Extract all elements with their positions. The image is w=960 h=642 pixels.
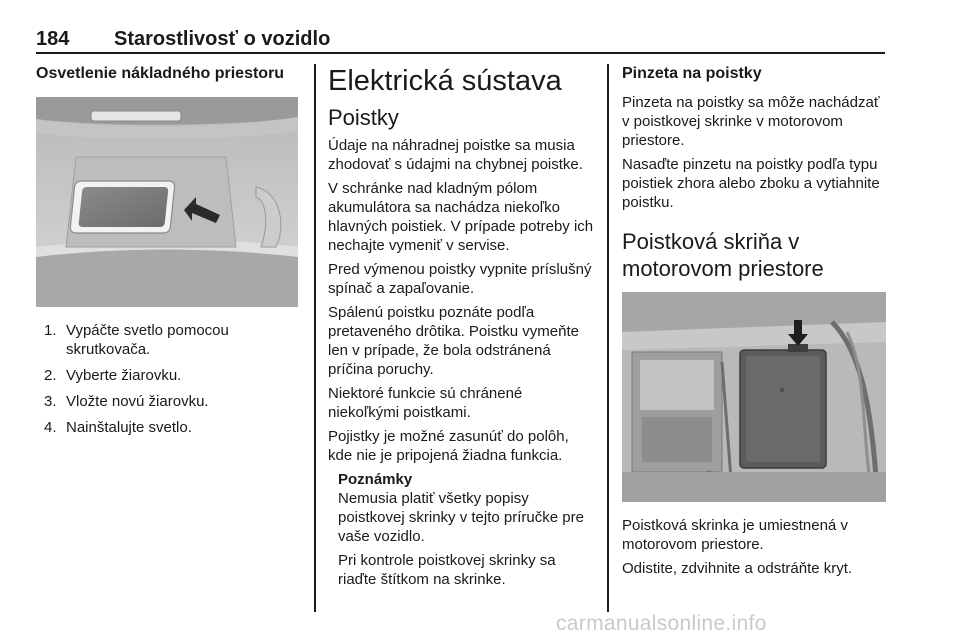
watermark-text: carmanualsonline.info: [556, 612, 767, 635]
fuse-extractor-paragraph: Pinzeta na poistky sa môže nachádzať v poistkovej skrinke v motorovom priestore.: [622, 94, 880, 149]
step-number: 3.: [44, 393, 57, 410]
step-text: Nainštalujte svetlo.: [66, 419, 192, 436]
column-electrical-system: [328, 64, 596, 589]
note-paragraph: Nemusia platiť všetky popisy poistkovej skrinky v tejto príručke pre vaše vozidlo.: [338, 490, 584, 545]
note-paragraph: Pri kontrole poistkovej skrinky sa riaďte štítkom na skrinke.: [338, 552, 556, 588]
step-item: [44, 418, 298, 437]
step-number: 1.: [44, 322, 57, 339]
fuse-paragraph: Údaje na náhradnej poistke sa musia zhodovať s údajmi na chybnej poistke.: [328, 137, 583, 173]
column-divider-2: [607, 64, 609, 612]
page-title: Starostlivosť o vozidlo: [114, 28, 331, 50]
fuse-box-paragraph: Poistková skrinka je umiestnená v motorovom priestore.: [622, 517, 848, 553]
step-text: Vložte novú žiarovku.: [66, 393, 209, 410]
step-number: 2.: [44, 367, 57, 384]
engine-fuse-box-illustration: [622, 292, 886, 502]
fuse-box-paragraph: Odistite, zdvihnite a odstráňte kryt.: [622, 560, 853, 577]
step-text: Vyberte žiarovku.: [66, 367, 182, 384]
cargo-light-steps: [36, 321, 298, 437]
step-item: [44, 321, 298, 359]
fuse-paragraph: V schránke nad kladným pólom akumulátora sa nachádza niekoľko hlavných poistiek. V prípade potreby ich nechajte vymeniť v servise.: [328, 180, 594, 254]
engine-fuse-box-heading: Poistková skriňa v motorovom priestore: [622, 229, 824, 281]
fuse-paragraph: Pred výmenou poistky vypnite príslušný spínač a zapaľovanie.: [328, 261, 592, 297]
cargo-light-arrow-illustration: [36, 97, 298, 307]
column-fuse-box: [622, 64, 886, 578]
step-item: [44, 392, 298, 411]
fuse-extractor-heading: Pinzeta na poistky: [622, 65, 762, 82]
fuse-paragraph: Niektoré funkcie sú chránené niekoľkými poistkami.: [328, 385, 523, 421]
fuse-paragraph: Spálenú poistku poznáte podľa pretaveného drôtika. Poistku vymeňte len v prípade, že bola odstránená príčina poruchy.: [328, 304, 579, 378]
header-rule: [36, 52, 885, 54]
column-divider-1: [314, 64, 316, 612]
fuse-extractor-paragraph: Nasaďte pinzetu na poistky podľa typu poistiek zhora alebo zboku a vytiahnite poistku.: [622, 156, 880, 211]
page-number: 184: [36, 28, 70, 50]
cargo-light-figure: [36, 97, 298, 307]
note-title: Poznámky: [338, 471, 413, 488]
fuses-heading: Poistky: [328, 105, 399, 130]
step-text: Vypáčte svetlo pomocou skrutkovača.: [66, 322, 229, 358]
step-item: [44, 366, 298, 385]
page-header: [36, 28, 885, 52]
fuse-paragraph: Pojistky je možné zasunúť do polôh, kde nie je pripojená žiadna funkcia.: [328, 428, 569, 464]
column-cargo-light: [36, 64, 298, 444]
note-box: [338, 470, 596, 589]
step-number: 4.: [44, 419, 57, 436]
cargo-light-heading: Osvetlenie nákladného priestoru: [36, 65, 285, 82]
electrical-system-heading: Elektrická sústava: [328, 65, 562, 97]
engine-fuse-box-figure: [622, 292, 886, 502]
